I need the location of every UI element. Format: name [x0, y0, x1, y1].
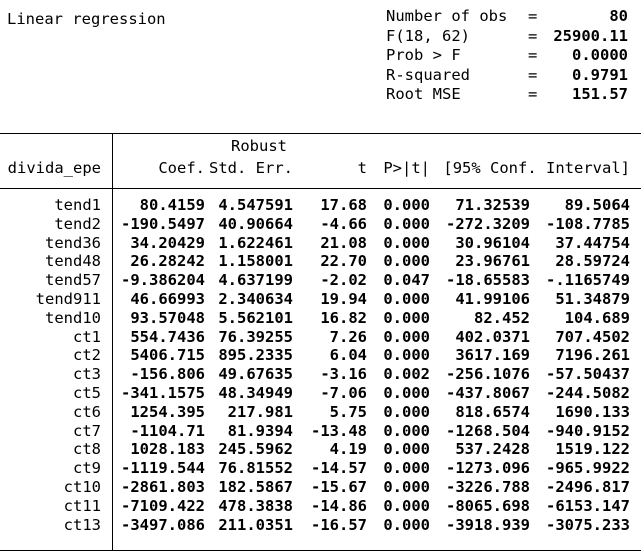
coef-value: 1028.183 [130, 440, 205, 459]
p-value: 0.002 [383, 365, 430, 384]
stat-value: 151.57 [572, 85, 628, 104]
stat-value: 0.9791 [572, 65, 628, 84]
stderr-value: 5.562101 [218, 308, 293, 327]
ci-upper: -6153.147 [546, 496, 630, 515]
table-row [0, 346, 641, 365]
variable-name: tend1 [54, 196, 101, 214]
coef-value: 5406.715 [130, 346, 205, 365]
table-row [0, 309, 641, 328]
coef-value: 554.7436 [130, 327, 205, 346]
t-value: -14.86 [311, 496, 367, 515]
t-value: -3.16 [320, 365, 367, 384]
table-row [0, 403, 641, 422]
column-header-row [0, 158, 641, 178]
p-value: 0.000 [383, 383, 430, 402]
table-row [0, 516, 641, 535]
stat-label: F(18, 62) [386, 26, 470, 45]
stat-label: Prob > F [386, 46, 461, 65]
variable-name: ct8 [73, 440, 101, 459]
table-row [0, 422, 641, 441]
p-value: 0.000 [383, 346, 430, 365]
stderr-value: 49.67635 [218, 365, 293, 384]
variable-name: ct1 [73, 327, 101, 346]
t-value: 16.82 [320, 308, 367, 327]
summary-stats [386, 7, 628, 105]
p-value: 0.000 [383, 477, 430, 496]
ci-lower: 818.6574 [455, 402, 530, 421]
t-value: 19.94 [320, 289, 367, 308]
ci-upper: -2496.817 [546, 477, 630, 496]
t-value: -7.06 [320, 383, 367, 402]
variable-name: ct10 [63, 477, 101, 496]
stderr-value: 245.5962 [218, 440, 293, 459]
ci-lower: -1273.096 [446, 459, 530, 478]
coef-column-header: Coef. [158, 159, 205, 177]
stat-value: 80 [609, 7, 628, 25]
p-value: 0.000 [383, 196, 430, 214]
stderr-value: 4.547591 [218, 196, 293, 214]
ci-lower: 402.0371 [455, 327, 530, 346]
variable-name: ct7 [73, 421, 101, 440]
stderr-value: 81.9394 [227, 421, 293, 440]
coef-value: 93.57048 [130, 308, 205, 327]
variable-name: tend10 [45, 308, 101, 327]
stderr-value: 211.0351 [218, 515, 293, 534]
variable-name: ct13 [63, 515, 101, 534]
ci-lower: 71.32539 [455, 196, 530, 214]
stderr-value: 76.81552 [218, 459, 293, 478]
stat-row [386, 66, 628, 86]
equals-sign: = [528, 85, 538, 104]
ci-upper: -940.9152 [546, 421, 630, 440]
ci-column-header: [95% Conf. Interval] [443, 159, 630, 177]
table-row [0, 328, 641, 347]
p-value: 0.000 [383, 421, 430, 440]
ci-upper: -244.5082 [546, 383, 630, 402]
coef-value: -156.806 [130, 365, 205, 384]
t-value: -2.02 [320, 271, 367, 290]
stderr-value: 1.622461 [218, 233, 293, 252]
coef-value: 46.66993 [130, 289, 205, 308]
p-value: 0.000 [383, 327, 430, 346]
variable-name: ct3 [73, 365, 101, 384]
table-row [0, 440, 641, 459]
ci-upper: 7196.261 [555, 346, 630, 365]
model-title: Linear regression [7, 10, 166, 28]
t-value: 6.04 [329, 346, 367, 365]
t-value: 17.68 [320, 196, 367, 214]
ci-upper: -.1165749 [546, 271, 630, 290]
stderr-value: 182.5867 [218, 477, 293, 496]
p-column-header: P>|t| [383, 159, 430, 177]
coef-value: 1254.395 [130, 402, 205, 421]
ci-lower: -18.65583 [446, 271, 530, 290]
ci-lower: -437.8067 [446, 383, 530, 402]
ci-upper: -57.50437 [546, 365, 630, 384]
table-row [0, 497, 641, 516]
p-value: 0.000 [383, 515, 430, 534]
equals-sign: = [528, 65, 538, 84]
variable-name: tend2 [54, 214, 101, 233]
t-value: 21.08 [320, 233, 367, 252]
p-value: 0.000 [383, 440, 430, 459]
ci-upper: 104.689 [564, 308, 630, 327]
equals-sign: = [528, 26, 538, 45]
t-value: -13.48 [311, 421, 367, 440]
ci-upper: 1519.122 [555, 440, 630, 459]
variable-name: ct2 [73, 346, 101, 365]
ci-lower: -3226.788 [446, 477, 530, 496]
stderr-column-header: Std. Err. [209, 159, 293, 177]
ci-upper: -108.7785 [546, 214, 630, 233]
ci-upper: 707.4502 [555, 327, 630, 346]
table-row [0, 365, 641, 384]
table-header [0, 134, 641, 178]
coef-value: -1119.544 [121, 459, 205, 478]
coef-value: -190.5497 [121, 214, 205, 233]
t-value: -14.57 [311, 459, 367, 478]
t-value: -4.66 [320, 214, 367, 233]
table-row [0, 478, 641, 497]
ci-lower: -256.1076 [446, 365, 530, 384]
variable-name: tend911 [35, 289, 101, 308]
t-value: -15.67 [311, 477, 367, 496]
stat-row [386, 7, 628, 27]
stat-label: R-squared [386, 65, 470, 84]
variable-name: ct11 [63, 496, 101, 515]
robust-label: Robust [231, 137, 287, 155]
ci-upper: 51.34879 [555, 289, 630, 308]
coef-value: -1104.71 [130, 421, 205, 440]
variable-name: ct5 [73, 383, 101, 402]
ci-lower: -3918.939 [446, 515, 530, 534]
stat-label: Root MSE [386, 85, 461, 104]
t-value: 4.19 [329, 440, 367, 459]
stderr-value: 478.3838 [218, 496, 293, 515]
t-value: 22.70 [320, 252, 367, 271]
ci-lower: -272.3209 [446, 214, 530, 233]
p-value: 0.000 [383, 214, 430, 233]
stderr-value: 2.340634 [218, 289, 293, 308]
t-column-header: t [357, 159, 367, 177]
robust-header-row [0, 136, 641, 156]
t-value: 7.26 [329, 327, 367, 346]
ci-upper: 1690.133 [555, 402, 630, 421]
t-value: 5.75 [329, 402, 367, 421]
coef-value: -2861.803 [121, 477, 205, 496]
depvar-label: divida_epe [7, 159, 101, 177]
coef-value: 80.4159 [139, 196, 205, 214]
equals-sign: = [528, 46, 538, 65]
variable-name: tend36 [45, 233, 101, 252]
stat-value: 0.0000 [572, 46, 628, 65]
variable-name: ct9 [73, 459, 101, 478]
table-row [0, 384, 641, 403]
coef-value: 26.28242 [130, 252, 205, 271]
table-row [0, 290, 641, 309]
stderr-value: 4.637199 [218, 271, 293, 290]
stderr-value: 76.39255 [218, 327, 293, 346]
table-row [0, 215, 641, 234]
table-row [0, 234, 641, 253]
ci-lower: 30.96104 [455, 233, 530, 252]
ci-upper: 37.44754 [555, 233, 630, 252]
p-value: 0.000 [383, 252, 430, 271]
variable-name: ct6 [73, 402, 101, 421]
stat-label: Number of obs [386, 7, 508, 25]
table-body [0, 189, 641, 534]
p-value: 0.000 [383, 459, 430, 478]
p-value: 0.000 [383, 496, 430, 515]
ci-upper: 89.5064 [564, 196, 630, 214]
variable-name: tend57 [45, 271, 101, 290]
table-row [0, 459, 641, 478]
ci-upper: 28.59724 [555, 252, 630, 271]
ci-lower: 23.96761 [455, 252, 530, 271]
ci-lower: -1268.504 [446, 421, 530, 440]
p-value: 0.047 [383, 271, 430, 290]
coef-value: -7109.422 [121, 496, 205, 515]
table-row [0, 271, 641, 290]
coef-value: 34.20429 [130, 233, 205, 252]
t-value: -16.57 [311, 515, 367, 534]
p-value: 0.000 [383, 289, 430, 308]
table-rule-bottom [0, 550, 641, 551]
stderr-value: 895.2335 [218, 346, 293, 365]
ci-upper: -965.9922 [546, 459, 630, 478]
column-divider-line [112, 133, 113, 551]
stderr-value: 40.90664 [218, 214, 293, 233]
p-value: 0.000 [383, 233, 430, 252]
equals-sign: = [528, 7, 538, 25]
p-value: 0.000 [383, 308, 430, 327]
stderr-value: 217.981 [227, 402, 293, 421]
stderr-value: 48.34949 [218, 383, 293, 402]
table-row [0, 196, 641, 215]
ci-lower: 82.452 [474, 308, 530, 327]
ci-lower: 537.2428 [455, 440, 530, 459]
coef-value: -3497.086 [121, 515, 205, 534]
coef-value: -9.386204 [121, 271, 205, 290]
coef-value: -341.1575 [121, 383, 205, 402]
ci-lower: 3617.169 [455, 346, 530, 365]
ci-lower: -8065.698 [446, 496, 530, 515]
stat-row [386, 27, 628, 47]
stat-row [386, 85, 628, 105]
stderr-value: 1.158001 [218, 252, 293, 271]
p-value: 0.000 [383, 402, 430, 421]
stat-row [386, 46, 628, 66]
ci-upper: -3075.233 [546, 515, 630, 534]
variable-name: tend48 [45, 252, 101, 271]
table-row [0, 252, 641, 271]
stat-value: 25900.11 [553, 26, 628, 45]
ci-lower: 41.99106 [455, 289, 530, 308]
